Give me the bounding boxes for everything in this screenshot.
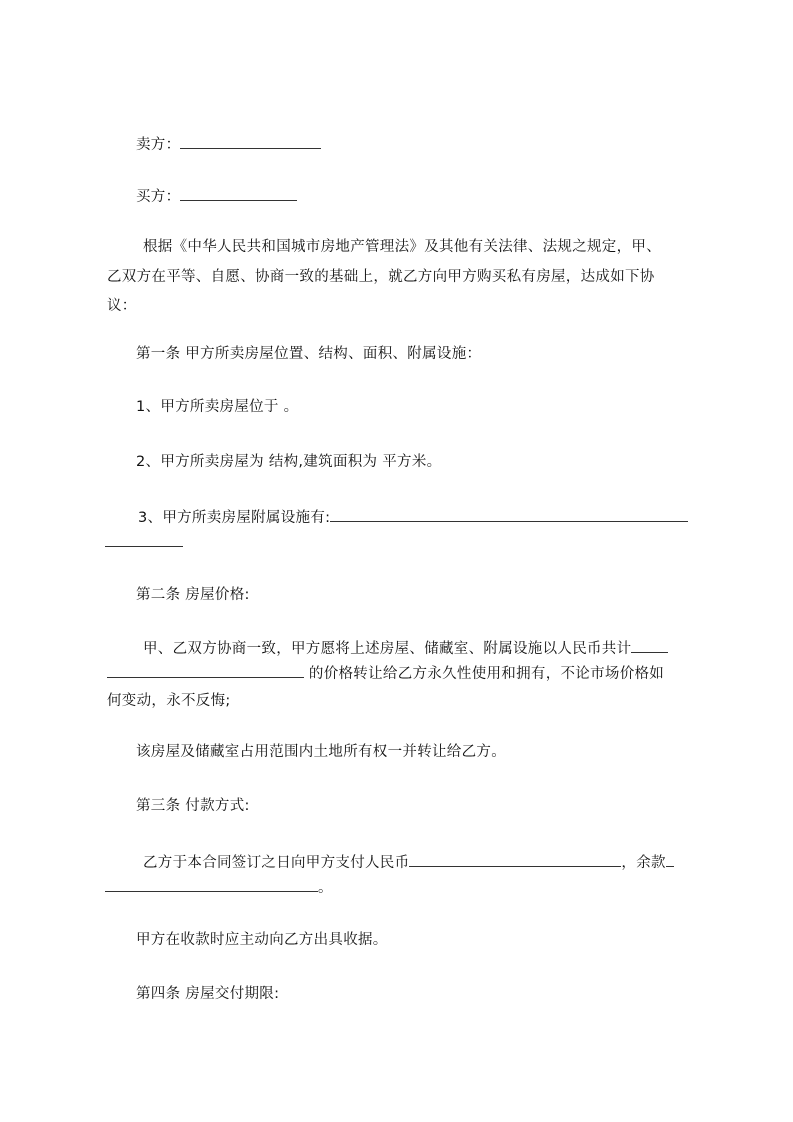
- facilities-blank-cont-line: [105, 532, 183, 552]
- seller-line: [136, 134, 321, 154]
- article1-title: 第一条 甲方所卖房屋位置、结构、面积、附属设施：: [136, 346, 482, 362]
- payment-text-start: 乙方于本合同签订之日向甲方支付人民币: [143, 855, 410, 871]
- facilities-blank-continued[interactable]: [105, 532, 183, 547]
- price-blank[interactable]: [631, 638, 668, 653]
- price-text-start: 甲、乙双方协商一致，甲方愿将上述房屋、储藏室、附属设施以人民币共计: [143, 641, 632, 657]
- intro-line-2: 乙双方在平等、自愿、协商一致的基础上，就乙方向甲方购买私有房屋，达成如下协: [107, 269, 655, 285]
- payment-line-1: [143, 852, 674, 872]
- intro-line-1: 根据《中华人民共和国城市房地产管理法》及其他有关法律、法规之规定，甲、: [143, 239, 661, 255]
- intro-line-3: 议：: [107, 298, 137, 314]
- balance-blank-continued[interactable]: [105, 877, 318, 892]
- article1-item1: 1、甲方所卖房屋位于 。: [136, 399, 299, 415]
- seller-blank[interactable]: [180, 134, 321, 149]
- article3-title: 第三条 付款方式:: [136, 798, 250, 814]
- price-line-2: [107, 663, 664, 683]
- article1-item3-label: 3、甲方所卖房屋附属设施有:: [138, 510, 331, 526]
- price-line-1: [143, 638, 668, 658]
- facilities-blank[interactable]: [330, 507, 688, 522]
- article1-item3-line: [138, 507, 688, 527]
- price-blank-continued[interactable]: [107, 663, 304, 678]
- payment-text-middle: ，余款: [621, 855, 666, 871]
- article1-item2: 2、甲方所卖房屋为 结构,建筑面积为 平方米。: [136, 454, 442, 470]
- price-line-3: 何变动，永不反悔;: [107, 693, 231, 709]
- buyer-label: 买方：: [136, 189, 181, 205]
- payment-text-end: 。: [318, 880, 333, 896]
- buyer-line: [136, 186, 297, 206]
- price-text-middle: 的价格转让给乙方永久性使用和拥有，不论市场价格如: [304, 666, 665, 682]
- seller-label: 卖方：: [136, 137, 181, 153]
- article4-title: 第四条 房屋交付期限:: [136, 986, 280, 1002]
- buyer-blank[interactable]: [180, 186, 297, 201]
- balance-blank[interactable]: [666, 852, 674, 867]
- land-ownership-text: 该房屋及储藏室占用范围内土地所有权一并转让给乙方。: [136, 744, 506, 760]
- article2-title: 第二条 房屋价格:: [136, 587, 250, 603]
- down-payment-blank[interactable]: [409, 852, 621, 867]
- payment-line-2: [105, 877, 333, 897]
- receipt-text: 甲方在收款时应主动向乙方出具收据。: [136, 932, 388, 948]
